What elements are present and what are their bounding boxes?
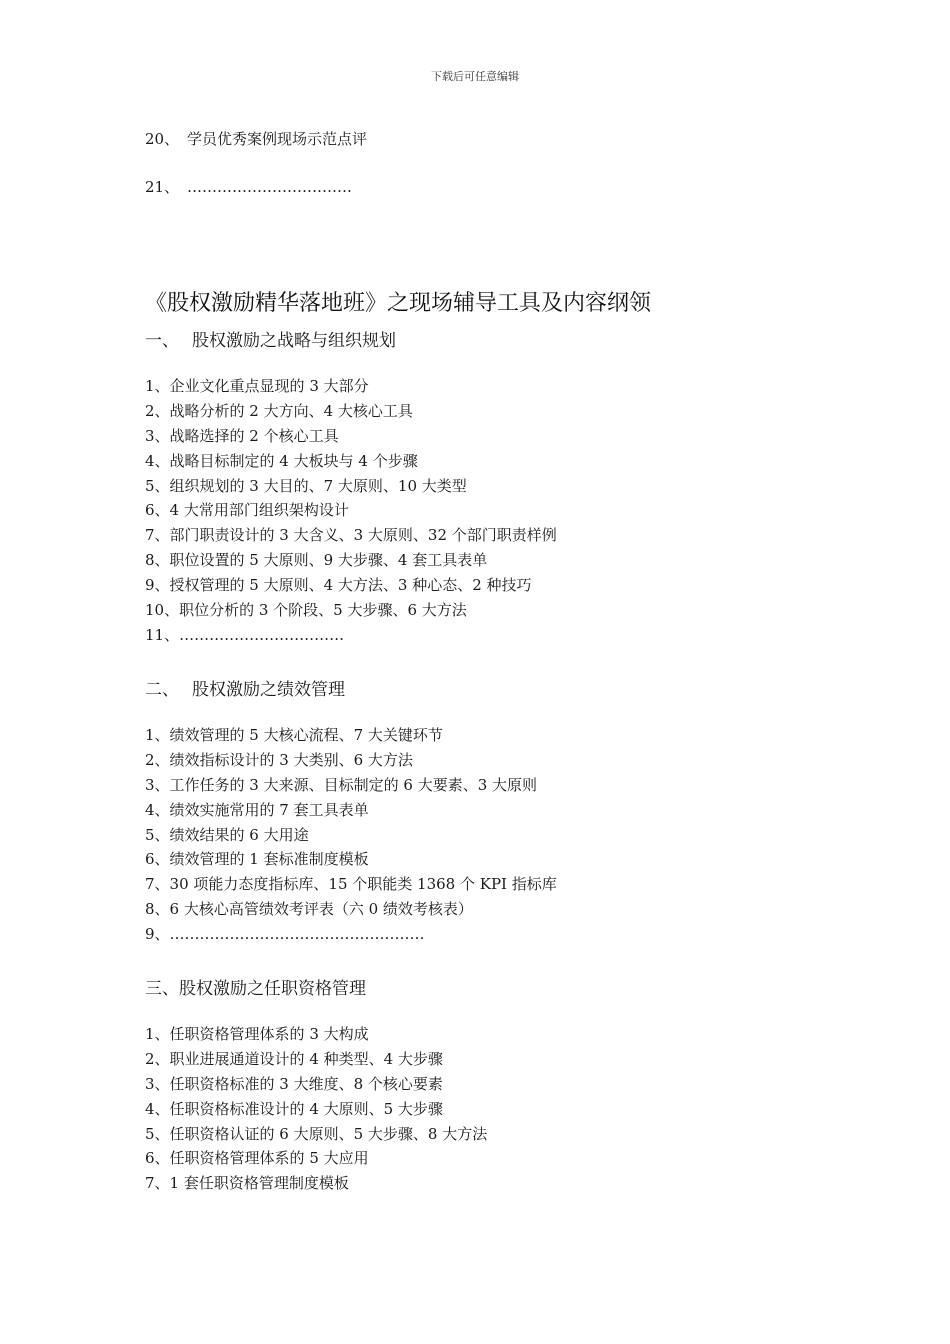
section-heading-strategy bbox=[145, 326, 396, 351]
list-item: 2、职业进展通道设计的 4 种类型、4 大步骤 bbox=[145, 1049, 443, 1068]
list-item: 7、1 套任职资格管理制度模板 bbox=[145, 1174, 349, 1193]
list-item: 4、战略目标制定的 4 大板块与 4 个步骤 bbox=[145, 451, 418, 470]
list-item: 7、30 项能力态度指标库、15 个职能类 1368 个 KPI 指标库 bbox=[145, 875, 557, 894]
section-list-performance bbox=[145, 723, 557, 947]
list-item: 2、战略分析的 2 大方向、4 大核心工具 bbox=[145, 401, 413, 420]
list-item: 3、任职资格标准的 3 大维度、8 个核心要素 bbox=[145, 1074, 443, 1093]
section-list-strategy bbox=[145, 374, 557, 648]
list-item: 6、4 大常用部门组织架构设计 bbox=[145, 501, 349, 520]
list-item: 9、…………………………………………… bbox=[145, 925, 425, 944]
section-list-qualification bbox=[145, 1022, 487, 1196]
section-title: 股权激励之绩效管理 bbox=[192, 680, 345, 700]
list-item: 6、绩效管理的 1 套标准制度模板 bbox=[145, 850, 369, 869]
list-item: 10、职位分析的 3 个阶段、5 大步骤、6 大方法 bbox=[145, 601, 467, 620]
section-title: 股权激励之任职资格管理 bbox=[179, 979, 366, 999]
list-item: 8、职位设置的 5 大原则、9 大步骤、4 套工具表单 bbox=[145, 551, 488, 570]
list-item: 1、企业文化重点显现的 3 大部分 bbox=[145, 377, 369, 395]
section-heading-qualification bbox=[145, 974, 366, 999]
list-item: 1、绩效管理的 5 大核心流程、7 大关键环节 bbox=[145, 726, 443, 744]
intro-item-text: …………………………… bbox=[187, 178, 352, 196]
header-note: 下载后可任意编辑 bbox=[431, 70, 519, 83]
list-item: 2、绩效指标设计的 3 大类别、6 大方法 bbox=[145, 750, 413, 769]
list-item: 1、任职资格管理体系的 3 大构成 bbox=[145, 1025, 369, 1043]
section-title: 股权激励之战略与组织规划 bbox=[192, 331, 396, 351]
list-item: 3、战略选择的 2 个核心工具 bbox=[145, 426, 339, 445]
list-item: 7、部门职责设计的 3 大含义、3 大原则、32 个部门职责样例 bbox=[145, 526, 557, 545]
section-number: 三、 bbox=[145, 979, 179, 999]
list-item: 5、任职资格认证的 6 大原则、5 大步骤、8 大方法 bbox=[145, 1124, 488, 1143]
intro-item-number: 21、 bbox=[145, 178, 180, 196]
list-item: 5、组织规划的 3 大目的、7 大原则、10 大类型 bbox=[145, 476, 467, 495]
list-item: 4、绩效实施常用的 7 套工具表单 bbox=[145, 800, 369, 819]
list-item: 8、6 大核心高管绩效考评表（六 0 绩效考核表） bbox=[145, 900, 473, 919]
list-item: 6、任职资格管理体系的 5 大应用 bbox=[145, 1149, 369, 1168]
intro-item-number: 20、 bbox=[145, 130, 180, 148]
list-item: 3、工作任务的 3 大来源、目标制定的 6 大要素、3 大原则 bbox=[145, 775, 538, 794]
section-heading-performance bbox=[145, 675, 345, 700]
document-title: 《股权激励精华落地班》之现场辅导工具及内容纲领 bbox=[145, 291, 652, 316]
section-number: 一、 bbox=[145, 331, 179, 351]
list-item: 5、绩效结果的 6 大用途 bbox=[145, 825, 309, 844]
list-item: 11、…………………………… bbox=[145, 625, 345, 644]
intro-item bbox=[145, 128, 367, 149]
list-item: 4、任职资格标准设计的 4 大原则、5 大步骤 bbox=[145, 1099, 443, 1118]
list-item: 9、授权管理的 5 大原则、4 大方法、3 种心态、2 种技巧 bbox=[145, 576, 532, 595]
intro-item bbox=[145, 176, 352, 197]
section-number: 二、 bbox=[145, 680, 179, 700]
intro-item-text: 学员优秀案例现场示范点评 bbox=[187, 130, 368, 148]
